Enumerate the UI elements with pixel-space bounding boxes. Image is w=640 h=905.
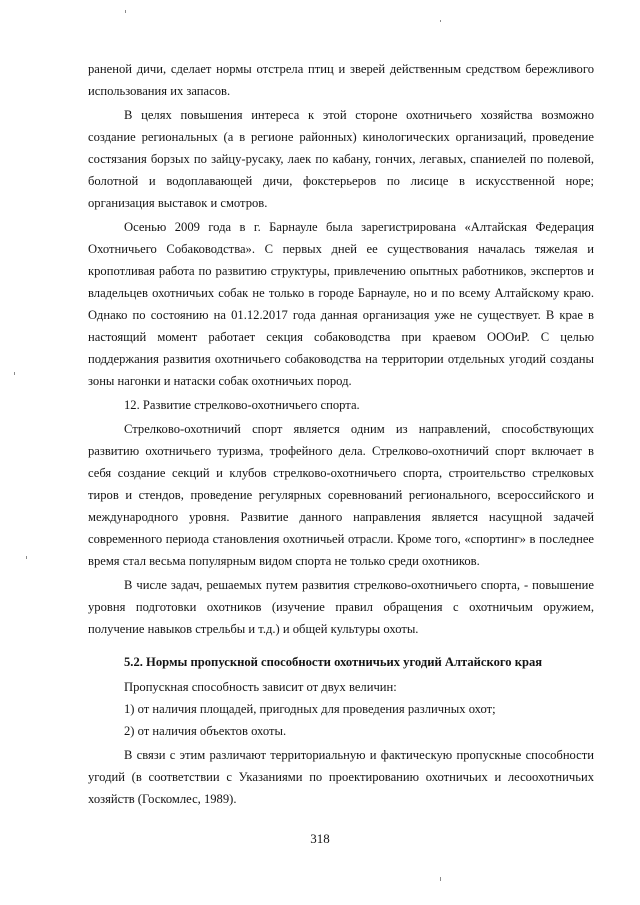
paragraph-federation-history: Осенью 2009 года в г. Барнауле была зарегистрирована «Алтайская Федерация Охотничьего Собаководства». С первых дней ее существования началась тяжелая и кропотливая работа по развитию структуры, привлечению опытных работников, экспертов и владельцев охотничьих собак не только в городе Барнауле, но и по всему Алтайскому краю. Однако по состоянию на 01.12.2017 года данная организация уже не существует. В крае в настоящий момент работает секция собаководства при краевом ОООиР. С целью поддержания развития охотничьего собаководства на территории отдельных угодий созданы зоны нагонки и натаски собак охотничьих пород. [88,220,594,388]
list-item: 1) от наличия площадей, пригодных для проведения различных охот; [124,702,496,716]
numbered-item-shooting-sport: 12. Развитие стрелково-охотничьего спорта. [124,398,360,412]
paragraph-continuation: раненой дичи, сделает нормы отстрела птиц и зверей действенным средством бережливого использования их запасов. [88,62,594,98]
paragraph-capacity-intro: Пропускная способность зависит от двух величин: [124,680,397,694]
list-item: 2) от наличия объектов охоты. [124,724,287,738]
scan-speck [14,372,15,375]
paragraph-shooting-sport: Стрелково-охотничий спорт является одним из направлений, способствующих развитию охотничьего туризма, трофейного дела. Стрелково-охотничий спорт включает в себя создание секций и клубов стрелково-охотничьего спорта, строительство стрелковых тиров и стендов, проведение регулярных соревнований регионального, всероссийского и международного уровня. Развитие данного направления является насущной задачей современного периода становления охотничьей отрасли. Кроме того, «спортинг» в последнее время стал весьма популярным видом спорта не только среди охотников. [88,422,594,568]
page-number: 318 [310,831,330,846]
scan-speck [440,877,441,881]
paragraph-kennel-organizations: В целях повышения интереса к этой стороне охотничьего хозяйства возможно создание региональных (а в регионе районных) кинологических организаций, проведение состязания борзых по зайцу-русаку, лаек по кабану, гончих, легавых, спаниелей по полевой, болотной и водоплавающей дичи, фокстерьеров по лисице в искусственной норе; организация выставок и смотров. [88,108,594,210]
body-text [88,58,594,810]
paragraph-capacity-types: В связи с этим различают территориальную и фактическую пропускные способности угодий (в соответствии с Указаниями по проектированию охотничьих и лесоохотничьих хозяйств (Госкомлес, 1989). [88,748,594,806]
scan-speck [26,556,27,559]
section-heading: 5.2. Нормы пропускной способности охотничьих угодий Алтайского края [124,655,543,669]
scan-speck [125,10,126,13]
paragraph-tasks: В числе задач, решаемых путем развития стрелково-охотничьего спорта, - повышение уровня подготовки охотников (изучение правил обращения с охотничьим оружием, получение навыков стрельбы и т.д.) и общей культуры охоты. [88,578,594,636]
scan-speck [440,20,441,22]
